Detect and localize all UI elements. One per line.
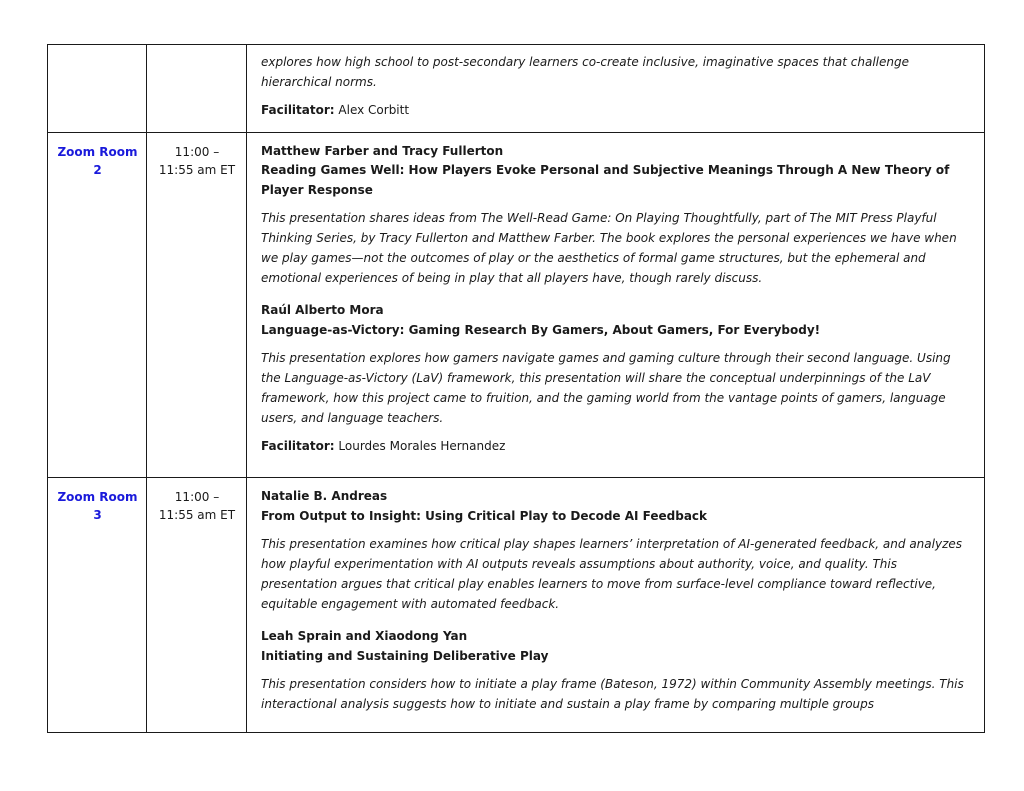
session-presenters: Raúl Alberto Mora [261, 303, 384, 317]
room-link-zoom-room-3[interactable] [48, 478, 147, 524]
session-abstract: This presentation considers how to initiate a play frame (Bateson, 1972) within Community Assembly meetings. This interactional analysis suggests how to initiate and sustain a play frame by comparing multiple groups [261, 677, 964, 711]
schedule-table [47, 44, 985, 733]
session-presenters: Leah Sprain and Xiaodong Yan [261, 629, 468, 643]
session-title: Language-as-Victory: Gaming Research By Gamers, About Gamers, For Everybody! [261, 323, 821, 337]
content-cell [247, 478, 984, 714]
table-row [48, 477, 984, 732]
time-start: 11:00 – [174, 490, 220, 504]
facilitator-label: Facilitator: [261, 103, 335, 117]
room-label: Zoom Room [57, 145, 138, 159]
session-presenters: Matthew Farber and Tracy Fullerton [261, 144, 504, 158]
table-row [48, 45, 984, 132]
room-number: 3 [93, 508, 102, 522]
facilitator-name: Lourdes Morales Hernandez [338, 439, 506, 453]
session-abstract: This presentation examines how critical play shapes learners’ interpretation of AI-generated feedback, and analyzes how playful experimentation with AI outputs reveals assumptions about authority, voice, and quality. This presentation argues that critical play enables learners to move from surface-level compliance toward reflective, equitable engagement with automated feedback. [261, 537, 963, 611]
time-start: 11:00 – [174, 145, 220, 159]
facilitator-label: Facilitator: [261, 439, 335, 453]
time-end: 11:55 am ET [158, 508, 236, 522]
content-cell [247, 45, 984, 120]
room-link-zoom-room-2[interactable] [48, 133, 147, 179]
session-presenters: Natalie B. Andreas [261, 489, 388, 503]
time-cell [147, 133, 247, 179]
table-row [48, 132, 984, 477]
abstract-continuation: explores how high school to post-secondary learners co-create inclusive, imaginative spaces that challenge hierarchical norms. [261, 55, 910, 89]
room-label: Zoom Room [57, 490, 138, 504]
room-number: 2 [93, 163, 102, 177]
facilitator-line [261, 436, 970, 456]
session-title: Reading Games Well: How Players Evoke Personal and Subjective Meanings Through A New Theory of Player Response [261, 163, 950, 197]
time-end: 11:55 am ET [158, 163, 236, 177]
time-cell [147, 478, 247, 524]
session-title: Initiating and Sustaining Deliberative Play [261, 649, 549, 663]
content-cell [247, 133, 984, 456]
session-abstract: This presentation explores how gamers navigate games and gaming culture through their second language. Using the Language-as-Victory (LaV) framework, this presentation will share the conceptual underpinnings of the LaV framework, how this project came to fruition, and the gaming world from the vantage points of gamers, language users, and language teachers. [261, 351, 951, 425]
facilitator-name: Alex Corbitt [338, 103, 410, 117]
session-title: From Output to Insight: Using Critical Play to Decode AI Feedback [261, 509, 708, 523]
session-abstract: This presentation shares ideas from The Well-Read Game: On Playing Thoughtfully, part of The MIT Press Playful Thinking Series, by Tracy Fullerton and Matthew Farber. The book explores the personal experiences we have when we play games—not the outcomes of play or the aesthetics of formal game structures, but the ephemeral and emotional experiences of being in play that all players have, though rarely discuss. [261, 211, 957, 285]
facilitator-line [261, 100, 970, 120]
